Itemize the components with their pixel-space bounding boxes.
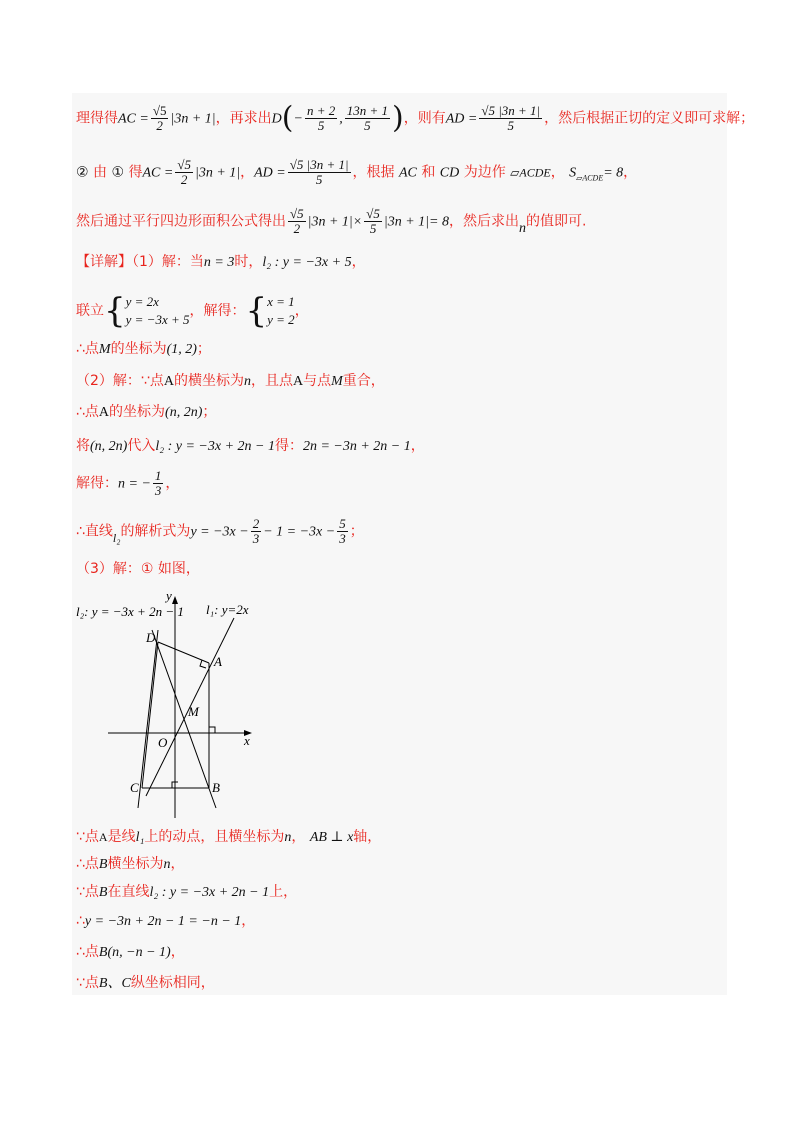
fraction: $\frac{√5 |3n + 1|}{5}$: [481, 103, 541, 133]
text: 的值即可.: [526, 213, 587, 230]
label-y: y: [166, 590, 172, 603]
label-l1: l₁: y=2x: [206, 602, 249, 617]
solution-line-15: ∵点B在直线l₂ : y = −3x + 2n − 1上，: [76, 884, 298, 900]
solution-line-10: 解得：n = − $\frac{1}{3}$ ，: [76, 468, 180, 498]
line-dc: [138, 630, 158, 808]
solution-line-3: 然后通过平行四边形面积公式得出 $\frac{√5}{2}$ |3n + 1|× $\frac{√5}{5}$ |3n + 1|= 8，然后求出n的值即可.: [76, 206, 587, 236]
solution-line-14: ∴点B横坐标为n，: [76, 856, 185, 872]
label-c: C: [130, 780, 139, 795]
math: ▱ACDE: [510, 165, 551, 180]
solution-line-5: 联立{ y = 2x y = −3x + 5 ，解得：{ x = 1 y = 2 ，: [76, 291, 309, 331]
solution-line-6: ∴点M的坐标为(1, 2)；: [76, 341, 211, 357]
solution-line-18: ∵点B、C纵坐标相同，: [76, 975, 215, 991]
text: 为边作: [463, 164, 506, 181]
text: 由: [93, 164, 108, 181]
label-d: D: [146, 630, 156, 645]
text: ②: [76, 164, 89, 181]
y-axis-arrow: [172, 596, 178, 604]
math: CD: [439, 165, 460, 181]
solution-line-17: ∴点B(n, −n − 1)，: [76, 944, 185, 960]
solution-line-2: ② 由 ① 得AC = $\frac{√5}{2}$ |3n + 1|，AD = $\frac{√5 |3n + 1|}{5}$ ，根据 AC 和 CD 为边作 ▱ACDE， $S_{▱ACDE}= 8$，: [76, 157, 638, 187]
fraction: $\frac{13n + 1}{5}$: [346, 103, 388, 133]
math: AD =: [445, 111, 478, 127]
text: 【详解】（1）解：当: [76, 254, 204, 270]
label-a: A: [214, 654, 222, 669]
math: S: [569, 165, 577, 181]
text: ，然后根据正切的定义即可求解；: [544, 110, 755, 127]
math: AC =: [118, 111, 149, 127]
text: 得: [128, 164, 143, 181]
text: 和: [421, 164, 436, 181]
label-b: B: [212, 780, 220, 795]
text: ，则有: [403, 110, 446, 127]
right-angle-x: [209, 727, 215, 733]
math: D: [271, 111, 282, 127]
fraction: $\frac{n + 2}{5}$: [306, 103, 336, 133]
line-l2: [152, 630, 216, 808]
solution-line-12: （3）解：① 如图，: [76, 561, 200, 577]
label-l2: l₂: y = −3x + 2n − 1: [76, 604, 184, 619]
text: 理得得: [76, 110, 118, 127]
segment-da: [158, 642, 209, 663]
solution-line-9: 将(n, 2n)代入l₂ : y = −3x + 2n − 1得：2n = −3n + 2n − 1，: [76, 438, 425, 454]
solution-line-1: 理得得AC = $\frac{√5}{2}$ |3n + 1|，再求出D(− $\frac{n + 2}{5}$ , $\frac{13n + 1}{5}$ )，则有AD = $\frac{√5 |3n + 1|}{5}$ ，然后根据正切的定义即可求解；: [76, 100, 755, 136]
solution-line-7: （2）解：∵点A的横坐标为n，且点A与点M重合，: [76, 373, 385, 389]
text: ，再求出: [215, 110, 272, 127]
label-m: M: [188, 704, 199, 719]
equation-system: y = 2x y = −3x + 5: [125, 294, 190, 327]
segment-dc: [142, 642, 158, 788]
solution-line-13: ∵点A是线l₁上的动点，且横坐标为n， AB ⊥ x轴，: [76, 829, 382, 845]
label-o: O: [158, 735, 168, 750]
solution-system: x = 1 y = 2: [267, 294, 295, 327]
solution-line-16: ∴y = −3n + 2n − 1 = −n − 1，: [76, 913, 256, 929]
text: ，然后求出: [449, 213, 519, 230]
text: 联立: [76, 303, 104, 319]
text: ，根据: [352, 164, 395, 181]
math: |3n + 1|: [170, 111, 216, 127]
text: ①: [111, 164, 125, 181]
geometry-figure: [74, 590, 294, 820]
solution-line-4: 【详解】（1）解：当n = 3时，l₂ : y = −3x + 5，: [76, 254, 366, 270]
fraction: $\frac{√5}{2}$: [152, 103, 167, 133]
text: 然后通过平行四边形面积公式得出: [76, 213, 286, 230]
label-x: x: [244, 733, 250, 748]
math: AC: [399, 165, 417, 181]
solution-line-8: ∴点A的坐标为(n, 2n)；: [76, 404, 217, 420]
solution-line-11: ∴直线l₂的解析式为y = −3x − $\frac{2}{3}$ − 1 = −3x − $\frac{5}{3}$ ；: [76, 516, 364, 546]
